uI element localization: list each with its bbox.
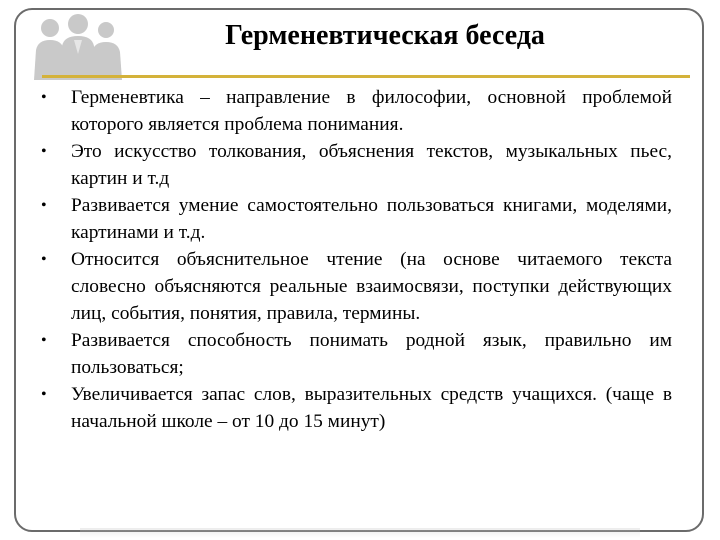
title-underline [42, 75, 690, 78]
bottom-shadow [80, 528, 640, 538]
list-item [38, 84, 672, 138]
bullet-list [38, 84, 672, 435]
list-item-text: Это искусство толкования, объяснения текстов, музыкальных пьес, картин и т.д [71, 141, 672, 189]
slide-title: Герменевтическая беседа [225, 20, 545, 51]
list-item [38, 138, 672, 192]
list-item [38, 327, 672, 381]
list-item [38, 246, 672, 327]
list-item [38, 192, 672, 246]
list-item-text: Относится объяснительное чтение (на основе читаемого текста словесно объясняются реальные взаимосвязи, поступки действующих лиц, события, понятия, правила, термины. [71, 249, 672, 324]
bullet-icon: • [41, 143, 47, 160]
bullet-icon: • [41, 197, 47, 214]
list-item [38, 381, 672, 435]
bullet-icon: • [41, 89, 47, 106]
list-item-text: Герменевтика – направление в философии, основной проблемой которого является проблема понимания. [71, 87, 672, 135]
list-item-text: Развивается способность понимать родной язык, правильно им пользоваться; [71, 330, 672, 378]
list-item-text: Увеличивается запас слов, выразительных средств учащихся. (чаще в начальной школе – от 10 до 15 минут) [71, 384, 672, 432]
bullet-icon: • [41, 386, 47, 403]
bullet-icon: • [41, 251, 47, 268]
people-silhouettes-icon [28, 14, 128, 80]
bullet-icon: • [41, 332, 47, 349]
list-item-text: Развивается умение самостоятельно пользоваться книгами, моделями, картинами и т.д. [71, 195, 672, 243]
